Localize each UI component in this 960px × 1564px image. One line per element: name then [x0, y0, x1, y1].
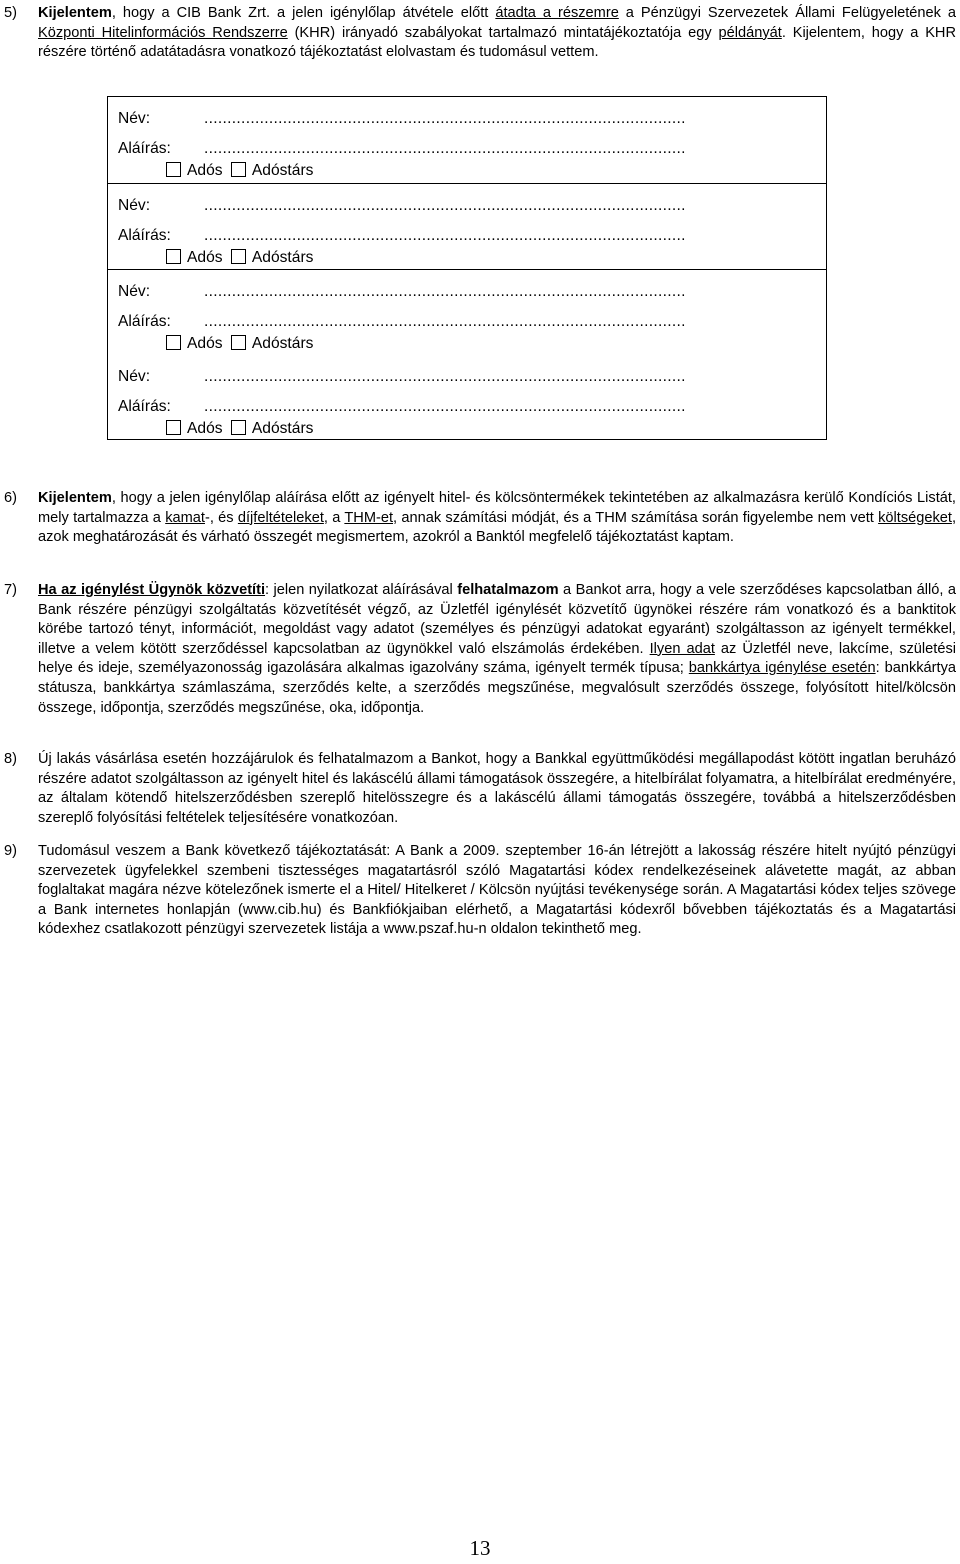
debtor-checkbox[interactable] [166, 162, 181, 177]
signature-field[interactable]: ........................................................................................................ [204, 140, 686, 157]
section-7-text: Ha az igénylést Ügynök közvetíti: jelen nyilatkozat aláírásával felhatalmazom a Bankot arra, hogy a vele szerződéses kapcsolatban álló, a Bank részére pénzügyi szolgáltatás közvetítését végző, az Üzletfél igénylését közvetítő ügynökei részére rám vonatkozó és a banktitok körébe tartozó tényt, információt, megoldást vagy adatot (személyes és pénzügyi adatokat egyaránt) szolgáltasson az igényelt termékkel, illetve a velem kötött szerződéssel kapcsolatban az ügynökkel való elszámolás érdekében. Ilyen adat az Üzletfél neve, lakcíme, születési helye és ideje, személyazonosság igazolására alkalmas igazolvány száma, igényelt termék típusa; bankkártya igénylése esetén: bankkártya státusza, bankkártya számlaszáma, szerződés kelte, a szerződés megszűnése, megvalósult szerződés összege, folyósított hitel/kölcsön összege, időpontja, szerződés megszűnése, oka, időpontja. [38, 582, 956, 716]
codebtor-label: Adóstárs [251, 249, 314, 266]
signature-block [108, 269, 826, 356]
signature-label: Aláírás: [118, 398, 171, 415]
signature-field[interactable]: ........................................................................................................ [204, 313, 686, 330]
section-5-text: Kijelentem, hogy a CIB Bank Zrt. a jelen igénylőlap átvétele előtt átadta a részemre a Pénzügyi Szervezetek Állami Felügyeletének a Központi Hitelinformációs Rendszerre (KHR) irányadó szabályokat tartalmazó mintatájékoztatója egy példányát. Kijelentem, hogy a KHR részére történő adatátadásra vonatkozó tájékoztatást elolvastam és tudomásul vettem. [38, 5, 957, 61]
signature-label: Aláírás: [118, 313, 171, 330]
debtor-label: Adós [187, 162, 223, 179]
section-8 [4, 750, 956, 830]
codebtor-checkbox[interactable] [231, 162, 246, 177]
name-label: Név: [118, 283, 151, 300]
page-number: 13 [469, 1536, 491, 1560]
section-9-text: Tudomásul veszem a Bank következő tájékoztatását: A Bank a 2009. szeptember 16-án létrejött a lakosság részére hitelt nyújtó pénzügyi szervezetek ügyfelekkel szembeni tisztességes magatartásról szóló Magatartási kódex rendelkezéseinek alávetette magát, az abban foglaltakat magára nézve kötelezőnek ismerte el a Hitel/ Hitelkeret / Kölcsön nyújtási tevékenysége során. A Magatartási kódex teljes szövege a Bank internetes honlapján (www.cib.hu) és Bankfiókjaiban elérhető, a Magatartási kódexről bővebben tájékoztatás és a Magatartási kódexhez csatlakozott pénzügyi szervezetek listája a www.pszaf.hu-n oldalon tekinthető meg. [38, 843, 956, 938]
section-number: 6) [4, 490, 17, 506]
codebtor-checkbox[interactable] [231, 249, 246, 264]
name-label: Név: [118, 197, 151, 214]
name-label: Név: [118, 110, 151, 127]
codebtor-label: Adóstárs [251, 420, 314, 437]
debtor-label: Adós [187, 335, 223, 352]
signature-box [107, 96, 827, 440]
debtor-checkbox[interactable] [166, 249, 181, 264]
name-label: Név: [118, 368, 151, 385]
name-field[interactable]: ........................................................................................................ [204, 283, 686, 300]
section-number: 5) [4, 5, 17, 21]
codebtor-checkbox[interactable] [231, 420, 246, 435]
debtor-label: Adós [187, 420, 223, 437]
name-field[interactable]: ........................................................................................................ [204, 197, 686, 214]
section-9 [4, 842, 956, 962]
section-5 [4, 4, 956, 64]
debtor-label: Adós [187, 249, 223, 266]
section-number: 9) [4, 843, 17, 859]
signature-block [108, 97, 826, 183]
debtor-checkbox[interactable] [166, 420, 181, 435]
section-number: 7) [4, 582, 17, 598]
section-number: 8) [4, 751, 17, 767]
section-8-text: Új lakás vásárlása esetén hozzájárulok és felhatalmazom a Bankot, hogy a Bankkal együttműködési megállapodást kötött ingatlan beruházó részére adatot szolgáltasson az igényelt hitel és lakáscélú állami támogatások összegére, a hitelbírálat folyamatra, a hitelbírálat eredményére, az általam kötendő hitelszerződésben szereplő hitelösszegre és a lakáscélú állami támogatás összegére, továbbá a hitelszerződésben szereplő folyósítási feltételek teljesítésére vonatkozóan. [38, 751, 956, 826]
debtor-checkbox[interactable] [166, 335, 181, 350]
signature-label: Aláírás: [118, 140, 171, 157]
signature-field[interactable]: ........................................................................................................ [204, 398, 686, 415]
name-field[interactable]: ........................................................................................................ [204, 110, 686, 127]
section-7 [4, 581, 956, 741]
codebtor-label: Adóstárs [251, 162, 314, 179]
section-6 [4, 489, 956, 569]
name-field[interactable]: ........................................................................................................ [204, 368, 686, 385]
codebtor-label: Adóstárs [251, 335, 314, 352]
signature-block [108, 355, 826, 441]
signature-field[interactable]: ........................................................................................................ [204, 227, 686, 244]
signature-label: Aláírás: [118, 227, 171, 244]
section-6-text: Kijelentem, hogy a jelen igénylőlap aláírása előtt az igényelt hitel- és kölcsöntermékek tekintetében az alkalmazásra kerülő Kondíciós Listát, mely tartalmazza a kamat-, és díjfeltételeket, a THM-et, annak számítási módját, és a THM számítása során figyelembe nem vett költségeket, azok meghatározását és várható összegét megismertem, azokról a Banktól megfelelő tájékoztatást kaptam. [38, 490, 956, 546]
codebtor-checkbox[interactable] [231, 335, 246, 350]
signature-block [108, 183, 826, 270]
